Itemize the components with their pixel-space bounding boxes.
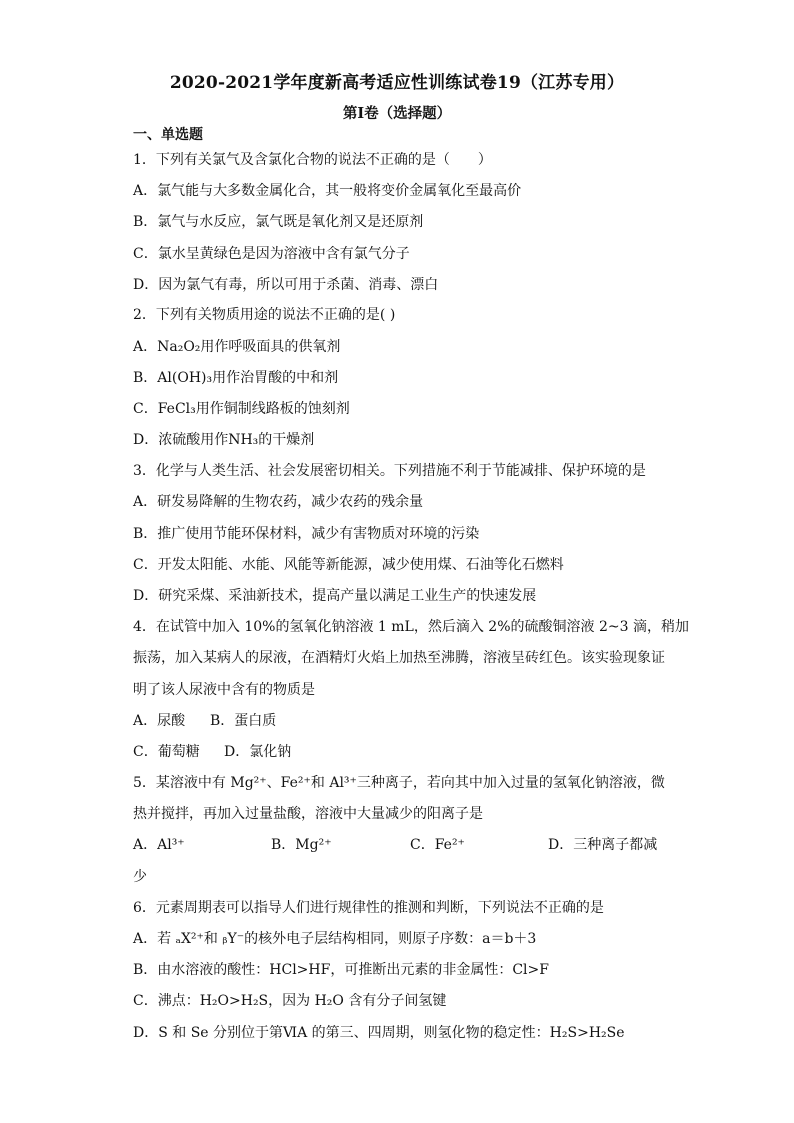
question-5-option-d: D．三种离子都减 bbox=[548, 837, 658, 853]
exam-subtitle: 第I卷（选择题） bbox=[342, 105, 452, 122]
question-2-option-a: A．Na₂O₂用作呼吸面具的供氧剂 bbox=[133, 339, 341, 355]
question-2-option-d: D．浓硫酸用作NH₃的干燥剂 bbox=[133, 432, 315, 448]
question-5-options-row bbox=[133, 836, 663, 854]
question-6-option-b: B．由水溶液的酸性：HCl>HF，可推断出元素的非金属性：Cl>F bbox=[133, 962, 549, 978]
question-4-option-c: C．葡萄糖 bbox=[133, 744, 200, 760]
question-4-option-d: D．氯化钠 bbox=[224, 744, 292, 760]
question-5-option-c: C．Fe²⁺ bbox=[410, 837, 465, 853]
question-3-option-a: A．研发易降解的生物农药，减少农药的残余量 bbox=[133, 494, 424, 510]
question-5-option-a: A．Al³⁺ bbox=[133, 837, 185, 853]
question-4-stem-line-1: 4．在试管中加入 10%的氢氧化钠溶液 1 mL，然后滴入 2%的硫酸铜溶液 2~3 滴，稍加 bbox=[133, 619, 689, 635]
question-2-option-b: B．Al(OH)₃用作治胃酸的中和剂 bbox=[133, 370, 339, 386]
question-2-stem: 2．下列有关物质用途的说法不正确的是( ) bbox=[133, 307, 396, 323]
question-3-option-c: C．开发太阳能、水能、风能等新能源，减少使用煤、石油等化石燃料 bbox=[133, 557, 564, 573]
question-4-stem-line-2: 振荡，加入某病人的尿液，在酒精灯火焰上加热至沸腾，溶液呈砖红色。该实验现象证 bbox=[133, 650, 665, 666]
question-1-stem: 1．下列有关氯气及含氯化合物的说法不正确的是（ ） bbox=[133, 152, 492, 168]
question-1-option-a: A．氯气能与大多数金属化合，其一般将变价金属氧化至最高价 bbox=[133, 183, 522, 199]
question-3-stem: 3．化学与人类生活、社会发展密切相关。下列措施不利于节能减排、保护环境的是 bbox=[133, 463, 646, 479]
question-6-option-a: A．若 ₐX²⁺和 ᵦY⁻的核外电子层结构相同，则原子序数：a＝b＋3 bbox=[133, 931, 537, 947]
question-1-option-b: B．氯气与水反应，氯气既是氧化剂又是还原剂 bbox=[133, 214, 424, 230]
question-5-stem-line-1: 5．某溶液中有 Mg²⁺、Fe²⁺和 Al³⁺三种离子，若向其中加入过量的氢氧化钠溶液，微 bbox=[133, 775, 665, 791]
question-3-option-b: B．推广使用节能环保材料，减少有害物质对环境的污染 bbox=[133, 526, 480, 542]
question-4-options-row-1 bbox=[133, 712, 663, 730]
question-5-option-d-tail: 少 bbox=[133, 869, 147, 885]
exam-title: 2020-2021学年度新高考适应性训练试卷19（江苏专用） bbox=[169, 73, 625, 93]
question-4-stem-line-3: 明了该人尿液中含有的物质是 bbox=[133, 682, 315, 698]
section-heading: 一、单选题 bbox=[133, 127, 203, 143]
question-4-option-a: A．尿酸 bbox=[133, 713, 186, 729]
question-6-option-d: D．S 和 Se 分别位于第ⅥA 的第三、四周期，则氢化物的稳定性：H₂S>H₂Se bbox=[133, 1025, 625, 1041]
question-6-stem: 6．元素周期表可以指导人们进行规律性的推测和判断，下列说法不正确的是 bbox=[133, 900, 604, 916]
question-3-option-d: D．研究采煤、采油新技术，提高产量以满足工业生产的快速发展 bbox=[133, 588, 537, 604]
question-5-stem-line-2: 热并搅拌，再加入过量盐酸，溶液中大量减少的阳离子是 bbox=[133, 806, 483, 822]
question-2-option-c: C．FeCl₃用作铜制线路板的蚀刻剂 bbox=[133, 401, 350, 417]
question-6-option-c: C．沸点：H₂O>H₂S，因为 H₂O 含有分子间氢键 bbox=[133, 993, 447, 1009]
question-4-options-row-2 bbox=[133, 743, 663, 761]
question-1-option-c: C．氯水呈黄绿色是因为溶液中含有氯气分子 bbox=[133, 246, 410, 262]
question-1-option-d: D．因为氯气有毒，所以可用于杀菌、消毒、漂白 bbox=[133, 277, 439, 293]
question-5-option-b: B．Mg²⁺ bbox=[271, 837, 332, 853]
question-4-option-b: B．蛋白质 bbox=[210, 713, 277, 729]
